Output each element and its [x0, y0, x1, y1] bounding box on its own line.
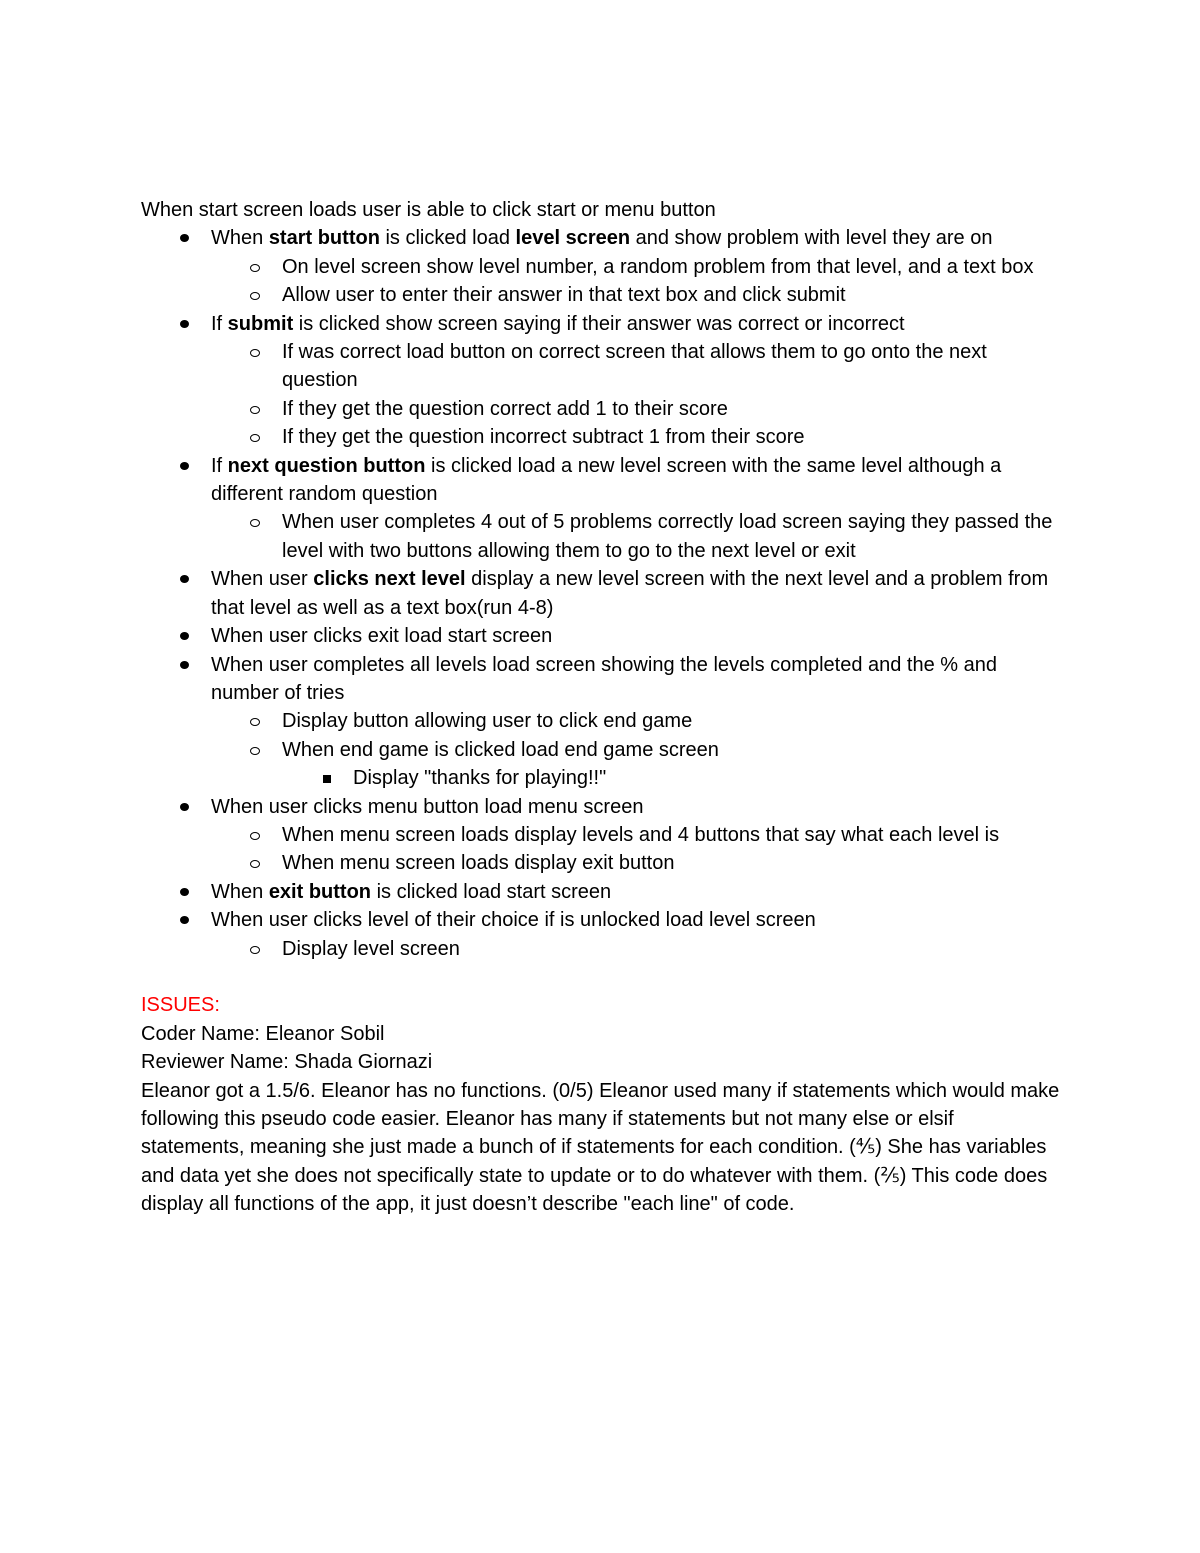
nested-list [211, 508, 1061, 565]
list-item [141, 224, 1061, 309]
text-run: When user completes all levels load screen showing the levels completed and the % and number of tries [211, 653, 997, 704]
review-body: Eleanor got a 1.5/6. Eleanor has no functions. (0/5) Eleanor used many if statements which would make following this pseudo code easier. Eleanor has many if statements but not many else or elsif statements, meaning she just made a bunch of if statements for each condition. (⅘) She has variables and data yet she does not specifically state to update or to do whatever with them. (⅖) This code does display all functions of the app, it just doesn’t describe "each line" of code. [141, 1079, 1060, 1216]
bullet-circle-icon [250, 747, 260, 755]
list-item [141, 310, 1061, 452]
text-run: is clicked load a new level screen with the same level although a different random question [211, 454, 1002, 506]
list-item-text [282, 739, 719, 761]
nested-list [211, 338, 1061, 452]
text-run: On level screen show level number, a random problem from that level, and a text box [282, 255, 1034, 278]
text-run: Display button allowing user to click end game [282, 710, 693, 733]
text-run: When user [211, 568, 314, 591]
bullet-circle-icon [250, 860, 260, 868]
nested-list [211, 821, 1061, 878]
text-run: When [211, 880, 269, 903]
text-run: Display level screen [282, 937, 460, 960]
list-item-text [282, 824, 999, 846]
text-run: display a new level screen with the next level and a problem from that level as well as a text box(run 4-8) [211, 568, 1049, 619]
bullet-disc-icon [180, 803, 189, 811]
issues-heading: ISSUES: [141, 994, 220, 1017]
list-item-text [282, 426, 804, 448]
nested-list [282, 764, 1061, 792]
list-item-text [211, 654, 997, 704]
text-run: When end game is clicked load end game screen [282, 738, 719, 761]
list-item-text [211, 313, 905, 335]
text-run: If [211, 454, 228, 477]
text-run: If was correct load button on correct screen that allows them to go onto the next question [282, 341, 987, 392]
list-item-text [211, 227, 992, 249]
nested-list [211, 935, 1061, 963]
list-item-text [282, 852, 674, 874]
list-item-text [282, 256, 1034, 278]
bold-term: submit [227, 312, 294, 335]
text-run: When menu screen loads display levels and 4 buttons that say what each level is [282, 823, 1000, 846]
sub-list-item [211, 423, 1061, 451]
bold-term: clicks next level [313, 568, 466, 591]
list-item-text [282, 511, 1052, 561]
list-item-text [211, 881, 611, 903]
list-item [141, 878, 1061, 906]
text-run: When user clicks level of their choice if is unlocked load level screen [211, 909, 816, 932]
bold-term: level screen [515, 227, 631, 250]
list-item-text [353, 767, 606, 789]
bullet-disc-icon [180, 888, 189, 896]
list-item [141, 651, 1061, 793]
bullet-disc-icon [180, 916, 189, 924]
bullet-disc-icon [180, 320, 189, 328]
sub-sub-list-item [282, 764, 1061, 792]
list-item [141, 622, 1061, 650]
bullet-disc-icon [180, 234, 189, 242]
bold-term: start button [268, 227, 380, 250]
bullet-disc-icon [180, 575, 189, 583]
text-run: is clicked load [379, 227, 516, 250]
list-item [141, 565, 1061, 622]
outline-list [141, 224, 1061, 963]
bullet-circle-icon [250, 832, 260, 840]
bullet-circle-icon [250, 349, 260, 357]
text-run: If they get the question incorrect subtract 1 from their score [282, 426, 805, 449]
list-item [141, 793, 1061, 878]
sub-list-item [211, 395, 1061, 423]
list-item-text [211, 796, 643, 818]
sub-list-item [211, 849, 1061, 877]
sub-list-item [211, 253, 1061, 281]
sub-list-item [211, 707, 1061, 735]
bullet-circle-icon [250, 434, 260, 442]
text-run: and show problem with level they are on [630, 227, 993, 250]
list-item-text [282, 710, 692, 732]
bullet-disc-icon [180, 462, 189, 470]
text-run: When user clicks exit load start screen [211, 625, 553, 648]
nested-list [211, 253, 1061, 310]
reviewer-name: Reviewer Name: Shada Giornazi [141, 1051, 433, 1074]
nested-list [211, 707, 1061, 792]
list-item-text [282, 341, 987, 391]
bullet-circle-icon [250, 292, 260, 300]
text-run: Display "thanks for playing!!" [353, 767, 607, 790]
bullet-circle-icon [250, 946, 260, 954]
text-run: When user completes 4 out of 5 problems correctly load screen saying they passed the level with two buttons allowing them to go to the next level or exit [282, 511, 1053, 562]
list-item [141, 906, 1061, 963]
list-item [141, 452, 1061, 566]
intro-line: When start screen loads user is able to click start or menu button [141, 199, 716, 221]
issues-section [141, 991, 1061, 1218]
text-run: When [211, 227, 269, 250]
list-item-text [211, 568, 1048, 618]
list-item-text [282, 284, 846, 306]
text-run: If [211, 312, 228, 335]
text-run: If they get the question correct add 1 to their score [282, 397, 728, 420]
list-item-text [211, 625, 552, 647]
document-content [141, 196, 1061, 1219]
sub-list-item [211, 281, 1061, 309]
bold-term: exit button [268, 880, 372, 903]
bullet-circle-icon [250, 718, 260, 726]
list-item-text [282, 398, 728, 420]
text-run: When user clicks menu button load menu screen [211, 795, 644, 818]
bold-term: next question button [227, 454, 426, 477]
text-run: is clicked load start screen [371, 880, 612, 903]
sub-list-item [211, 821, 1061, 849]
text-run: When menu screen loads display exit button [282, 852, 675, 875]
sub-list-item [211, 935, 1061, 963]
bullet-disc-icon [180, 632, 189, 640]
sub-list-item [211, 508, 1061, 565]
bullet-disc-icon [180, 661, 189, 669]
text-run: is clicked show screen saying if their answer was correct or incorrect [293, 312, 905, 335]
sub-list-item [211, 338, 1061, 395]
sub-list-item [211, 736, 1061, 793]
bullet-circle-icon [250, 519, 260, 527]
list-item-text [282, 938, 460, 960]
list-item-text [211, 909, 816, 931]
text-run: Allow user to enter their answer in that text box and click submit [282, 284, 846, 307]
bullet-circle-icon [250, 406, 260, 414]
coder-name: Coder Name: Eleanor Sobil [141, 1022, 385, 1045]
bullet-circle-icon [250, 264, 260, 272]
bullet-square-icon [323, 775, 331, 783]
list-item-text [211, 455, 1001, 505]
